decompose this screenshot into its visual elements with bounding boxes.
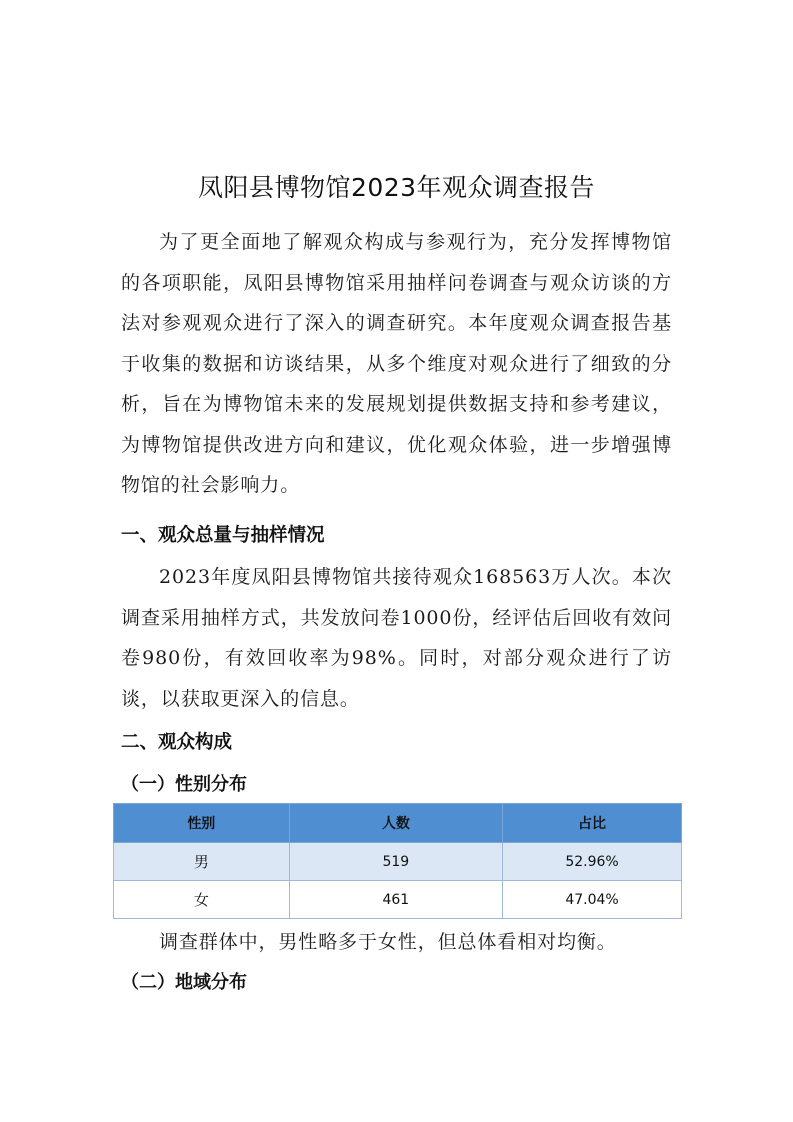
subsection-gender-heading: （一）性别分布 bbox=[121, 774, 247, 795]
header-ratio: 占比 bbox=[503, 804, 682, 843]
section-1-paragraph: 2023年度凤阳县博物馆共接待观众168563万人次。本次调查采用抽样方式，共发放问卷1000份，经评估后回收有效问卷980份，有效回收率为98%。同时，对部分观众进行了访谈，以获取更深入的信息。 bbox=[121, 566, 672, 710]
section-2-heading: 二、观众构成 bbox=[121, 732, 233, 753]
gender-distribution-table bbox=[113, 803, 682, 919]
table-row bbox=[114, 843, 682, 881]
cell-gender: 男 bbox=[114, 843, 290, 881]
section-1-heading: 一、观众总量与抽样情况 bbox=[121, 525, 325, 546]
cell-gender: 女 bbox=[114, 881, 290, 919]
header-gender: 性别 bbox=[114, 804, 290, 843]
cell-ratio: 52.96% bbox=[503, 843, 682, 881]
cell-count: 461 bbox=[289, 881, 502, 919]
gender-summary-paragraph: 调查群体中，男性略多于女性，但总体看相对均衡。 bbox=[159, 931, 617, 953]
cell-ratio: 47.04% bbox=[503, 881, 682, 919]
subsection-region-heading: （二）地域分布 bbox=[121, 972, 247, 993]
table-header-row bbox=[114, 804, 682, 843]
gender-table-container bbox=[113, 803, 682, 919]
intro-paragraph: 为了更全面地了解观众构成与参观行为，充分发挥博物馆的各项职能，凤阳县博物馆采用抽样问卷调查与观众访谈的方法对参观观众进行了深入的调查研究。本年度观众调查报告基于收集的数据和访谈结果，从多个维度对观众进行了细致的分析，旨在为博物馆未来的发展规划提供数据支持和参考建议，为博物馆提供改进方向和建议，优化观众体验，进一步增强博物馆的社会影响力。 bbox=[121, 231, 672, 496]
table-row bbox=[114, 881, 682, 919]
cell-count: 519 bbox=[289, 843, 502, 881]
header-count: 人数 bbox=[289, 804, 502, 843]
page-title: 凤阳县博物馆2023年观众调查报告 bbox=[197, 173, 596, 202]
